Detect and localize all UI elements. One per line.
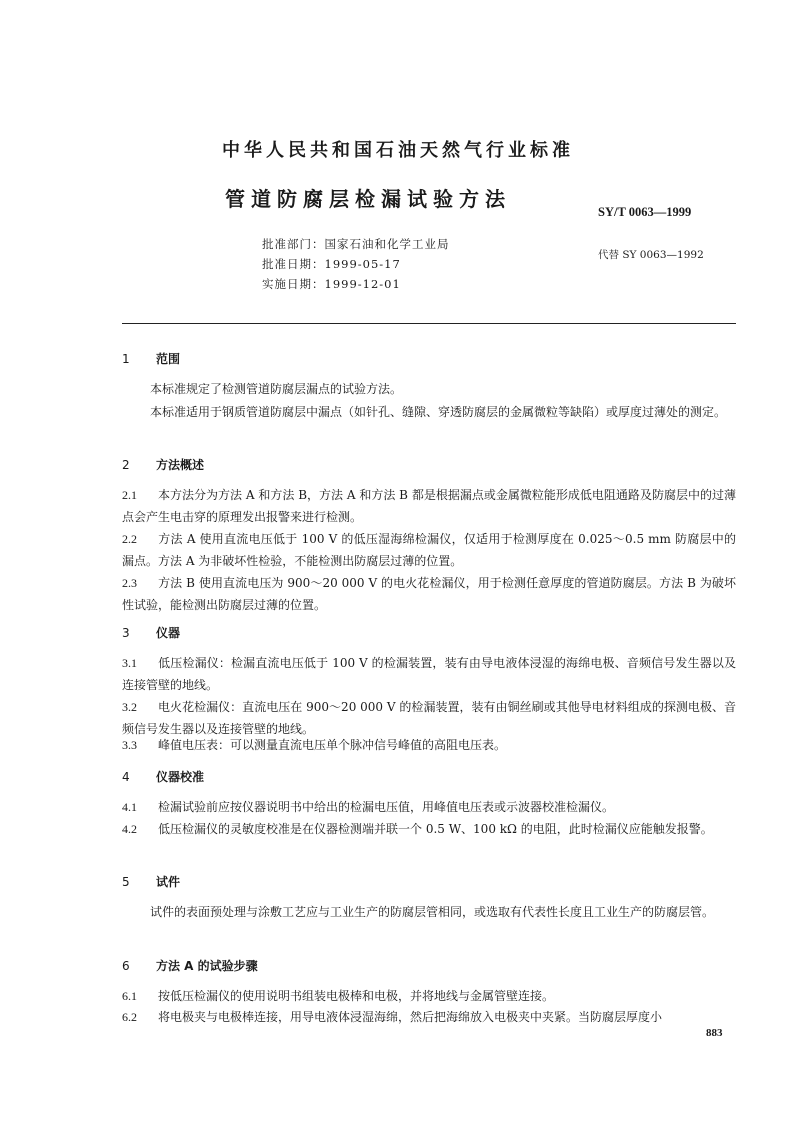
industry-standard-heading: 中华人民共和国石油天然气行业标准	[222, 140, 574, 161]
page-number: 883	[706, 1027, 723, 1039]
section-2-heading: 2 方法概述	[122, 458, 205, 472]
s5-paragraph: 试件的表面预处理与涂敷工艺应与工业生产的防腐层管相同，或选取有代表性长度且工业生产的防腐层管。	[150, 905, 715, 919]
approved-date: 批准日期：1999-05-17	[262, 257, 401, 271]
s1-paragraph-1: 本标准规定了检测管道防腐层漏点的试验方法。	[150, 382, 403, 396]
s1-paragraph-2: 本标准适用于钢质管道防腐层中漏点（如针孔、缝隙、穿透防腐层的金属微粒等缺陷）或厚度过薄处的测定。	[150, 405, 727, 419]
header-divider	[122, 323, 736, 324]
clause-3-3: 3.3 峰值电压表：可以测量直流电压单个脉冲信号峰值的高阻电压表。	[122, 738, 507, 752]
clause-2-3: 2.3 方法 B 使用直流电压为 900～20 000 V 的电火花检漏仪，用于检测任意厚度的管道防腐层。方法 B 为破坏性试验，能检测出防腐层过薄的位置。	[122, 576, 736, 612]
replaces-standard: 代替 SY 0063—1992	[598, 249, 704, 261]
clause-2-2: 2.2 方法 A 使用直流电压低于 100 V 的低压湿海绵检漏仪，仅适用于检测厚度在 0.025～0.5 mm 防腐层中的漏点。方法 A 为非破坏性检验，不能检测出防腐层过薄的位置。	[122, 532, 736, 568]
section-6-heading: 6 方法 A 的试验步骤	[122, 959, 258, 973]
clause-6-1: 6.1 按低压检漏仪的使用说明书组装电极棒和电极，并将地线与金属管壁连接。	[122, 989, 555, 1003]
clause-4-1: 4.1 检漏试验前应按仪器说明书中给出的检漏电压值，用峰值电压表或示波器校准检漏仪。	[122, 800, 615, 814]
document-title: 管道防腐层检漏试验方法	[225, 187, 511, 211]
section-4-heading: 4 仪器校准	[122, 770, 205, 784]
standard-code: SY/T 0063—1999	[598, 205, 692, 219]
clause-4-2: 4.2 低压检漏仪的灵敏度校准是在仪器检测端并联一个 0.5 W、100 kΩ 的电阻，此时检漏仪应能触发报警。	[122, 822, 713, 836]
approved-by: 批准部门：国家石油和化学工业局	[262, 237, 450, 251]
section-1-heading: 1 范围	[122, 352, 181, 366]
section-5-heading: 5 试件	[122, 875, 181, 889]
section-3-heading: 3 仪器	[122, 626, 181, 640]
clause-3-1: 3.1 低压检漏仪：检漏直流电压低于 100 V 的检漏装置，装有由导电液体浸湿的海绵电极、音频信号发生器以及连接管壁的地线。	[122, 656, 736, 692]
effective-date: 实施日期：1999-12-01	[262, 277, 401, 291]
clause-3-2: 3.2 电火花检漏仪：直流电压在 900～20 000 V 的检漏装置，装有由铜丝刷或其他导电材料组成的探测电极、音频信号发生器以及连接管壁的地线。	[122, 700, 736, 736]
clause-6-2: 6.2 将电极夹与电极棒连接，用导电液体浸湿海绵，然后把海绵放入电极夹中夹紧。当防腐层厚度小	[122, 1010, 663, 1024]
clause-2-1: 2.1 本方法分为方法 A 和方法 B，方法 A 和方法 B 都是根据漏点或金属微粒能形成低电阻通路及防腐层中的过薄点会产生电击穿的原理发出报警来进行检测。	[122, 488, 736, 524]
